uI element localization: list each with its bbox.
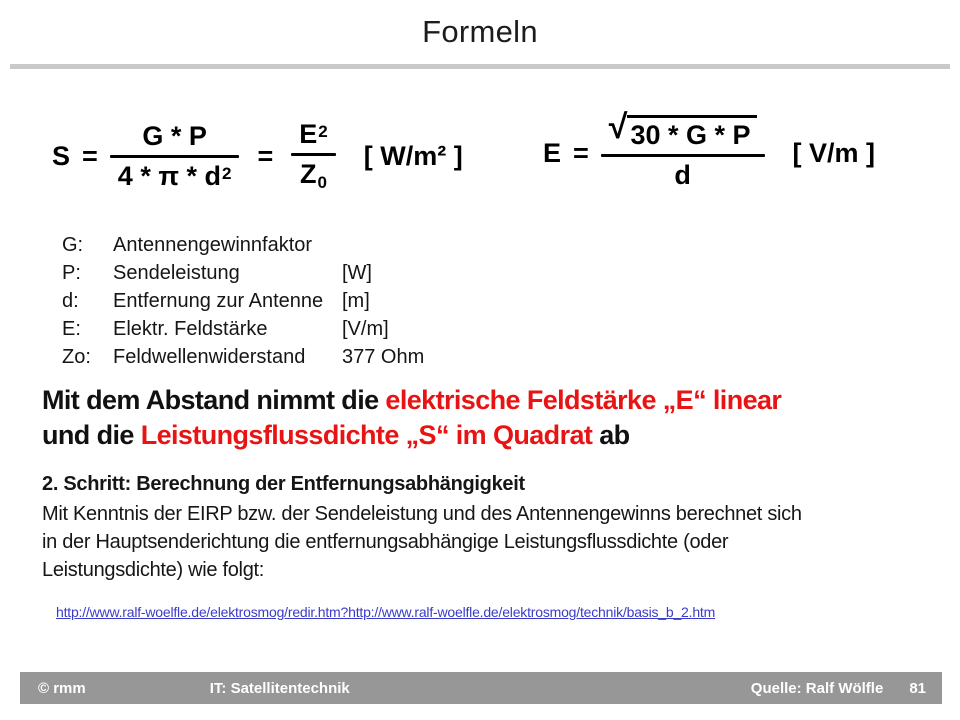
sqrt-icon: √ [608,108,628,146]
fraction-gp [110,121,240,192]
fraction-bar [110,155,240,158]
exponent: 2 [222,163,232,183]
step-heading: 2. Schritt: Berechnung der Entfernungsabhängigkeit [42,473,525,495]
unit-label: [ W/m² ] [363,140,463,171]
legend-symbol: E: [62,318,81,340]
legend-symbol: P: [62,262,81,284]
highlight-statement [42,383,781,453]
footer-course: IT: Satellitentechnik [209,679,350,697]
equals-sign: = [573,137,589,168]
legend-name: Elektr. Feldstärke [113,318,268,340]
legend-name: Antennengewinnfaktor [113,234,313,256]
paragraph-line: Mit Kenntnis der EIRP bzw. der Sendeleistung und des Antennengewinns berechnet sich [42,503,802,525]
fraction-denominator: d [674,160,691,190]
equals-sign: = [257,140,274,171]
fraction-e2-z0 [291,119,335,193]
fraction-bar [291,153,335,156]
symbol-legend [62,231,424,371]
radicand: 30 * G * P [627,115,756,151]
footer-copyright: © rmm [38,679,86,697]
e-symbol: E [543,137,562,168]
highlight-red-power-density: Leistungsflussdichte „S“ im Quadrat [140,420,593,450]
power-density-formula [52,110,463,202]
unit-label: [ V/m ] [792,137,876,168]
footer-bar [20,672,942,704]
fraction-sqrt [601,108,765,191]
highlight-line-2: und die Leistungsflussdichte „S“ im Quadrat ab [42,420,630,450]
footer-source: Quelle: Ralf Wölfle [750,679,884,697]
legend-symbol: G: [62,234,84,256]
highlight-red-field-strength: elektrische Feldstärke „E“ linear [385,385,782,415]
title-divider [10,64,950,69]
fraction-denominator: 4 * π * $d^2$ [117,160,232,191]
legend-name: Feldwellenwiderstand [113,346,306,368]
source-link[interactable]: http://www.ralf-woelfle.de/elektrosmog/redir.htm?http://www.ralf-woelfle.de/elektrosmog/technik/basis_b_2.htm [56,604,716,620]
field-strength-formula [543,104,875,202]
paragraph-line: in der Hauptsenderichtung die entfernungsabhängige Leistungsflussdichte (oder [42,531,729,553]
legend-unit: 377 Ohm [342,346,425,368]
step-paragraph [42,500,802,584]
radical-expression [601,108,765,151]
exponent: 2 [318,122,328,141]
page-title: Formeln [422,14,538,49]
footer-page-number: 81 [909,679,926,697]
s-symbol: S [52,140,71,171]
legend-unit: [W] [342,262,372,284]
legend-unit: [V/m] [342,318,389,340]
equals-sign: = [82,140,98,171]
fraction-numerator: $E^2$ [299,119,328,149]
fraction-bar [601,154,765,157]
fraction-denominator: $Z_0$ [300,159,327,192]
legend-symbol: Zo: [62,346,91,368]
legend-symbol: d: [62,290,79,312]
legend-unit: [m] [342,290,370,312]
subscript: 0 [317,173,327,192]
legend-name: Sendeleistung [113,262,240,284]
legend-unit [342,231,424,259]
paragraph-line: Leistungsdichte) wie folgt: [42,559,265,581]
fraction-numerator: G * P [142,120,207,151]
highlight-line-1: Mit dem Abstand nimmt die elektrische Feldstärke „E“ linear [42,385,782,415]
legend-name: Entfernung zur Antenne [113,290,324,312]
